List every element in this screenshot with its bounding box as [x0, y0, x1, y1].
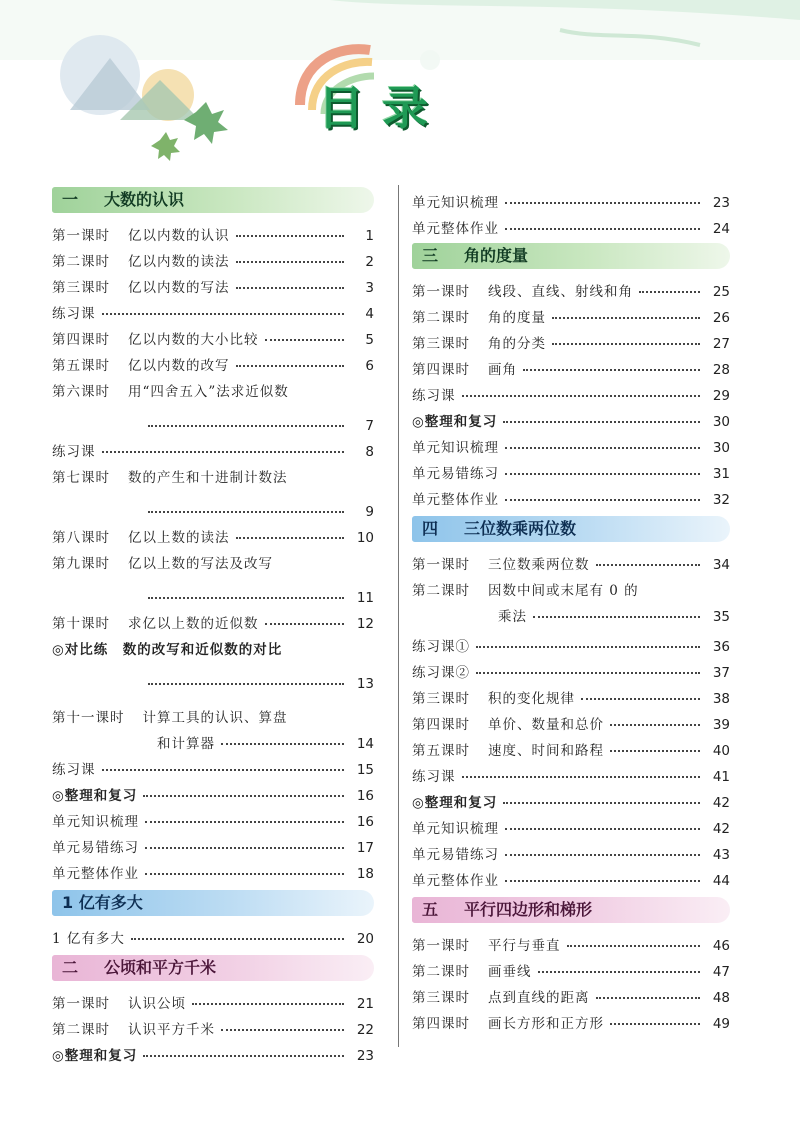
lesson-title-continued: 乘法 — [498, 609, 527, 625]
lesson-title: 认识平方千米 — [128, 1022, 215, 1038]
page-number: 11 — [356, 590, 374, 606]
toc-entry[interactable] — [412, 928, 730, 954]
lesson-title: 画长方形和正方形 — [488, 1016, 604, 1032]
review-label: ◎整理和复习 — [52, 1048, 138, 1064]
lesson-label: 第四课时 — [52, 332, 110, 348]
leader-dots — [505, 854, 700, 856]
lesson-title: 角的度量 — [488, 310, 546, 326]
leader-dots — [596, 997, 701, 999]
toc-entry[interactable] — [412, 274, 730, 300]
lesson-title: 亿以内数的读法 — [128, 254, 230, 270]
spacer — [52, 882, 374, 888]
toc-entry[interactable] — [412, 211, 730, 237]
page-number: 17 — [356, 840, 374, 856]
page-number: 15 — [356, 762, 374, 778]
leader-dots — [145, 873, 344, 875]
leader-dots — [236, 287, 345, 289]
leader-dots — [265, 623, 345, 625]
leader-dots — [145, 847, 344, 849]
lesson-label: 第一课时 — [52, 228, 110, 244]
toc-entry[interactable] — [52, 1012, 374, 1038]
unit-name: 三位数乘两位数 — [464, 519, 577, 538]
leader-dots — [236, 537, 345, 539]
unit-banner-1[interactable] — [52, 187, 374, 213]
lesson-label: 第九课时 — [52, 556, 110, 572]
unit-number: 四 — [422, 519, 439, 538]
lesson-title: 亿以上数的写法及改写 — [128, 556, 273, 572]
lesson-title: 计算工具的认识、算盘 — [142, 710, 288, 726]
lesson-title: 画垂线 — [488, 964, 532, 980]
toc-entry-continuation[interactable] — [52, 580, 374, 606]
leader-dots — [505, 228, 700, 230]
page-number: 25 — [712, 284, 730, 300]
lesson-title-continued: 和计算器 — [157, 736, 215, 752]
special-name: 1 亿有多大 — [62, 893, 143, 912]
leader-dots — [102, 451, 345, 453]
lesson-label: 第一课时 — [412, 284, 470, 300]
toc-entry[interactable] — [412, 185, 730, 211]
lesson-title: 数的产生和十进制计数法 — [128, 470, 288, 486]
leader-dots — [533, 616, 700, 618]
page-number: 30 — [712, 414, 730, 430]
leader-dots — [476, 646, 700, 648]
toc-entry[interactable] — [412, 300, 730, 326]
toc-entry[interactable] — [52, 606, 374, 632]
toc-entry[interactable] — [52, 700, 374, 726]
page-number: 36 — [712, 639, 730, 655]
leader-dots — [505, 473, 700, 475]
lesson-title: 用“四舍五入”法求近似数 — [128, 384, 289, 400]
lesson-label: 第一课时 — [412, 557, 470, 573]
spacer — [52, 658, 374, 666]
leader-dots — [505, 880, 700, 882]
leader-dots — [236, 261, 345, 263]
lesson-label: 练习课 — [52, 306, 96, 322]
page-number: 20 — [356, 931, 374, 947]
toc-entry-review[interactable] — [412, 404, 730, 430]
review-item-label: 单元整体作业 — [412, 492, 499, 508]
toc-entry[interactable] — [52, 921, 374, 947]
page-number: 6 — [365, 358, 374, 374]
lesson-title: 亿以内数的大小比较 — [128, 332, 259, 348]
review-item-label: 单元易错练习 — [412, 466, 499, 482]
review-label: ◎整理和复习 — [412, 414, 498, 430]
lesson-label: 第四课时 — [412, 362, 470, 378]
leader-dots — [639, 291, 700, 293]
leader-dots — [610, 750, 700, 752]
review-item-label: 单元知识梳理 — [412, 195, 499, 211]
lesson-label: 1 亿有多大 — [52, 931, 125, 947]
toc-entry[interactable] — [52, 322, 374, 348]
toc-entry-continuation[interactable] — [412, 599, 730, 625]
toc-entry-review[interactable] — [52, 778, 374, 804]
lesson-title: 单价、数量和总价 — [488, 717, 604, 733]
lesson-label: 练习课① — [412, 639, 470, 655]
toc-entry[interactable] — [52, 520, 374, 546]
review-label: ◎整理和复习 — [52, 788, 138, 804]
leader-dots — [596, 564, 701, 566]
toc-entry[interactable] — [412, 681, 730, 707]
toc-entry[interactable] — [412, 759, 730, 785]
page-number: 23 — [712, 195, 730, 211]
spacer — [52, 947, 374, 953]
page-number: 7 — [365, 418, 374, 434]
page-title: 目录 — [318, 81, 446, 135]
page-number: 41 — [712, 769, 730, 785]
lesson-title: 速度、时间和路程 — [488, 743, 604, 759]
page-number: 35 — [712, 609, 730, 625]
lesson-label: 第二课时 — [412, 583, 470, 599]
lesson-title: 角的分类 — [488, 336, 546, 352]
lesson-label: 第五课时 — [412, 743, 470, 759]
page-number: 16 — [356, 788, 374, 804]
page-number: 34 — [712, 557, 730, 573]
page-number: 2 — [365, 254, 374, 270]
leader-dots — [192, 1003, 344, 1005]
lesson-label: 第三课时 — [52, 280, 110, 296]
leader-dots — [221, 743, 344, 745]
toc-entry[interactable] — [52, 460, 374, 486]
page-number: 26 — [712, 310, 730, 326]
page-number: 29 — [712, 388, 730, 404]
lesson-title: 点到直线的距离 — [488, 990, 590, 1006]
toc-entry[interactable] — [412, 707, 730, 733]
leader-dots — [148, 597, 344, 599]
toc-entry[interactable] — [412, 629, 730, 655]
leader-dots — [221, 1029, 344, 1031]
leader-dots — [538, 971, 701, 973]
page-number: 14 — [356, 736, 374, 752]
unit-name: 公顷和平方千米 — [104, 958, 217, 977]
leader-dots — [148, 425, 344, 427]
special-banner[interactable] — [52, 890, 374, 916]
page-number: 9 — [365, 504, 374, 520]
page-number: 3 — [365, 280, 374, 296]
page-number: 47 — [712, 964, 730, 980]
toc-entry[interactable] — [52, 752, 374, 778]
unit-banner-5[interactable] — [412, 897, 730, 923]
leader-dots — [505, 202, 700, 204]
lesson-label: 第八课时 — [52, 530, 110, 546]
spacer — [52, 692, 374, 700]
page-number: 28 — [712, 362, 730, 378]
leader-dots — [236, 365, 345, 367]
page-number: 13 — [356, 676, 374, 692]
lesson-label: 第十一课时 — [52, 710, 125, 726]
lesson-title: 平行与垂直 — [488, 938, 561, 954]
lesson-label: 练习课 — [412, 388, 456, 404]
page-number: 5 — [365, 332, 374, 348]
leader-dots — [552, 317, 700, 319]
page-number: 39 — [712, 717, 730, 733]
toc-entry-continuation[interactable] — [52, 408, 374, 434]
review-item-label: 单元整体作业 — [52, 866, 139, 882]
lesson-title: 积的变化规律 — [488, 691, 575, 707]
leader-dots — [145, 821, 344, 823]
leader-dots — [148, 511, 344, 513]
leader-dots — [143, 795, 344, 797]
toc-entry-continuation[interactable] — [52, 494, 374, 520]
toc-entry[interactable] — [52, 348, 374, 374]
review-item-label: 单元知识梳理 — [52, 814, 139, 830]
leader-dots — [236, 235, 345, 237]
unit-banner-4[interactable] — [412, 516, 730, 542]
toc-entry[interactable] — [412, 326, 730, 352]
column-divider — [398, 185, 399, 1047]
toc-entry-continuation[interactable] — [52, 666, 374, 692]
page-number: 8 — [365, 444, 374, 460]
toc-entry[interactable] — [52, 434, 374, 460]
unit-number: 五 — [422, 900, 439, 919]
page-number: 42 — [712, 795, 730, 811]
review-item-label: 单元易错练习 — [52, 840, 139, 856]
leader-dots — [102, 313, 345, 315]
page-number: 21 — [356, 996, 374, 1012]
toc-entry[interactable] — [412, 456, 730, 482]
leader-dots — [462, 776, 701, 778]
lesson-title: 求亿以上数的近似数 — [128, 616, 259, 632]
leader-dots — [476, 672, 700, 674]
toc-entry[interactable] — [412, 430, 730, 456]
leader-dots — [462, 395, 701, 397]
leader-dots — [505, 447, 700, 449]
review-item-label: 单元知识梳理 — [412, 440, 499, 456]
page-number: 32 — [712, 492, 730, 508]
page-number: 42 — [712, 821, 730, 837]
lesson-label: 第二课时 — [412, 310, 470, 326]
toc-entry-compare[interactable] — [52, 632, 374, 658]
compare-label: ◎对比练 数的改写和近似数的对比 — [52, 642, 283, 658]
lesson-title: 画角 — [488, 362, 517, 378]
toc-entry[interactable] — [412, 954, 730, 980]
toc-entry[interactable] — [52, 374, 374, 400]
lesson-title: 亿以内数的认识 — [128, 228, 230, 244]
spacer — [412, 508, 730, 514]
lesson-title: 亿以内数的写法 — [128, 280, 230, 296]
spacer — [52, 486, 374, 494]
page-number: 46 — [712, 938, 730, 954]
leader-dots — [567, 945, 701, 947]
leader-dots — [503, 421, 700, 423]
unit-number: 二 — [62, 958, 79, 977]
toc-right-column — [412, 185, 730, 1032]
lesson-label: 第四课时 — [412, 717, 470, 733]
toc-entry[interactable] — [52, 546, 374, 572]
lesson-title: 亿以上数的读法 — [128, 530, 230, 546]
leader-dots — [143, 1055, 344, 1057]
lesson-label: 第二课时 — [52, 1022, 110, 1038]
leader-dots — [523, 369, 700, 371]
unit-name: 角的度量 — [464, 246, 529, 265]
toc-entry[interactable] — [52, 270, 374, 296]
toc-entry[interactable] — [412, 863, 730, 889]
leader-dots — [552, 343, 700, 345]
toc-entry[interactable] — [412, 733, 730, 759]
leader-dots — [505, 828, 700, 830]
toc-entry[interactable] — [412, 811, 730, 837]
page-number: 31 — [712, 466, 730, 482]
spacer — [412, 237, 730, 241]
toc-entry[interactable] — [52, 218, 374, 244]
leader-dots — [131, 938, 344, 940]
spacer — [52, 572, 374, 580]
lesson-label: 第一课时 — [52, 996, 110, 1012]
page-number: 27 — [712, 336, 730, 352]
lesson-label: 第七课时 — [52, 470, 110, 486]
page-number: 16 — [356, 814, 374, 830]
page-number: 48 — [712, 990, 730, 1006]
page-number: 38 — [712, 691, 730, 707]
lesson-label: 第三课时 — [412, 990, 470, 1006]
page-number: 12 — [356, 616, 374, 632]
lesson-label: 第四课时 — [412, 1016, 470, 1032]
lesson-label: 第二课时 — [52, 254, 110, 270]
unit-banner-3[interactable] — [412, 243, 730, 269]
toc-entry[interactable] — [412, 482, 730, 508]
toc-entry[interactable] — [52, 856, 374, 882]
lesson-label: 第五课时 — [52, 358, 110, 374]
page-number: 40 — [712, 743, 730, 759]
toc-entry[interactable] — [52, 296, 374, 322]
page-number: 4 — [365, 306, 374, 322]
unit-number: 三 — [422, 246, 439, 265]
page-number: 49 — [712, 1016, 730, 1032]
unit-number: 一 — [62, 190, 79, 209]
lesson-title: 因数中间或末尾有 0 的 — [488, 583, 639, 599]
page-number: 43 — [712, 847, 730, 863]
page-number: 37 — [712, 665, 730, 681]
toc-entry-continuation[interactable] — [52, 726, 374, 752]
leader-dots — [503, 802, 700, 804]
page-number: 10 — [356, 530, 374, 546]
page-number: 44 — [712, 873, 730, 889]
page-number: 23 — [356, 1048, 374, 1064]
leader-dots — [148, 683, 344, 685]
leader-dots — [102, 769, 345, 771]
lesson-label: 练习课② — [412, 665, 470, 681]
toc-entry[interactable] — [412, 378, 730, 404]
page-number: 18 — [356, 866, 374, 882]
unit-name: 平行四边形和梯形 — [464, 900, 593, 919]
toc-entry-review[interactable] — [52, 1038, 374, 1064]
page-number: 22 — [356, 1022, 374, 1038]
toc-entry[interactable] — [412, 1006, 730, 1032]
review-item-label: 单元整体作业 — [412, 221, 499, 237]
lesson-title: 认识公顷 — [128, 996, 186, 1012]
lesson-title: 亿以内数的改写 — [128, 358, 230, 374]
lesson-label: 第三课时 — [412, 691, 470, 707]
review-label: ◎整理和复习 — [412, 795, 498, 811]
toc-entry[interactable] — [52, 830, 374, 856]
page-number: 24 — [712, 221, 730, 237]
lesson-label: 练习课 — [52, 762, 96, 778]
lesson-label: 第三课时 — [412, 336, 470, 352]
leader-dots — [505, 499, 700, 501]
toc-entry-review[interactable] — [412, 785, 730, 811]
lesson-label: 练习课 — [52, 444, 96, 460]
toc-entry[interactable] — [412, 980, 730, 1006]
toc-entry[interactable] — [412, 352, 730, 378]
toc-entry[interactable] — [52, 244, 374, 270]
lesson-label: 第一课时 — [412, 938, 470, 954]
leader-dots — [610, 1023, 700, 1025]
review-item-label: 单元知识梳理 — [412, 821, 499, 837]
unit-name: 大数的认识 — [104, 190, 185, 209]
review-item-label: 单元整体作业 — [412, 873, 499, 889]
toc-entry[interactable] — [412, 547, 730, 573]
unit-banner-2[interactable] — [52, 955, 374, 981]
leader-dots — [610, 724, 700, 726]
lesson-title: 线段、直线、射线和角 — [488, 284, 633, 300]
toc-entry[interactable] — [412, 655, 730, 681]
lesson-title: 三位数乘两位数 — [488, 557, 590, 573]
lesson-label: 练习课 — [412, 769, 456, 785]
toc-entry[interactable] — [412, 573, 730, 599]
toc-left-column — [52, 185, 374, 1064]
page-number: 30 — [712, 440, 730, 456]
spacer — [52, 400, 374, 408]
toc-entry[interactable] — [412, 837, 730, 863]
leader-dots — [581, 698, 700, 700]
lesson-label: 第十课时 — [52, 616, 110, 632]
page-number: 1 — [365, 228, 374, 244]
toc-entry[interactable] — [52, 804, 374, 830]
lesson-label: 第二课时 — [412, 964, 470, 980]
lesson-label: 第六课时 — [52, 384, 110, 400]
leader-dots — [265, 339, 345, 341]
toc-entry[interactable] — [52, 986, 374, 1012]
review-item-label: 单元易错练习 — [412, 847, 499, 863]
spacer — [412, 889, 730, 895]
